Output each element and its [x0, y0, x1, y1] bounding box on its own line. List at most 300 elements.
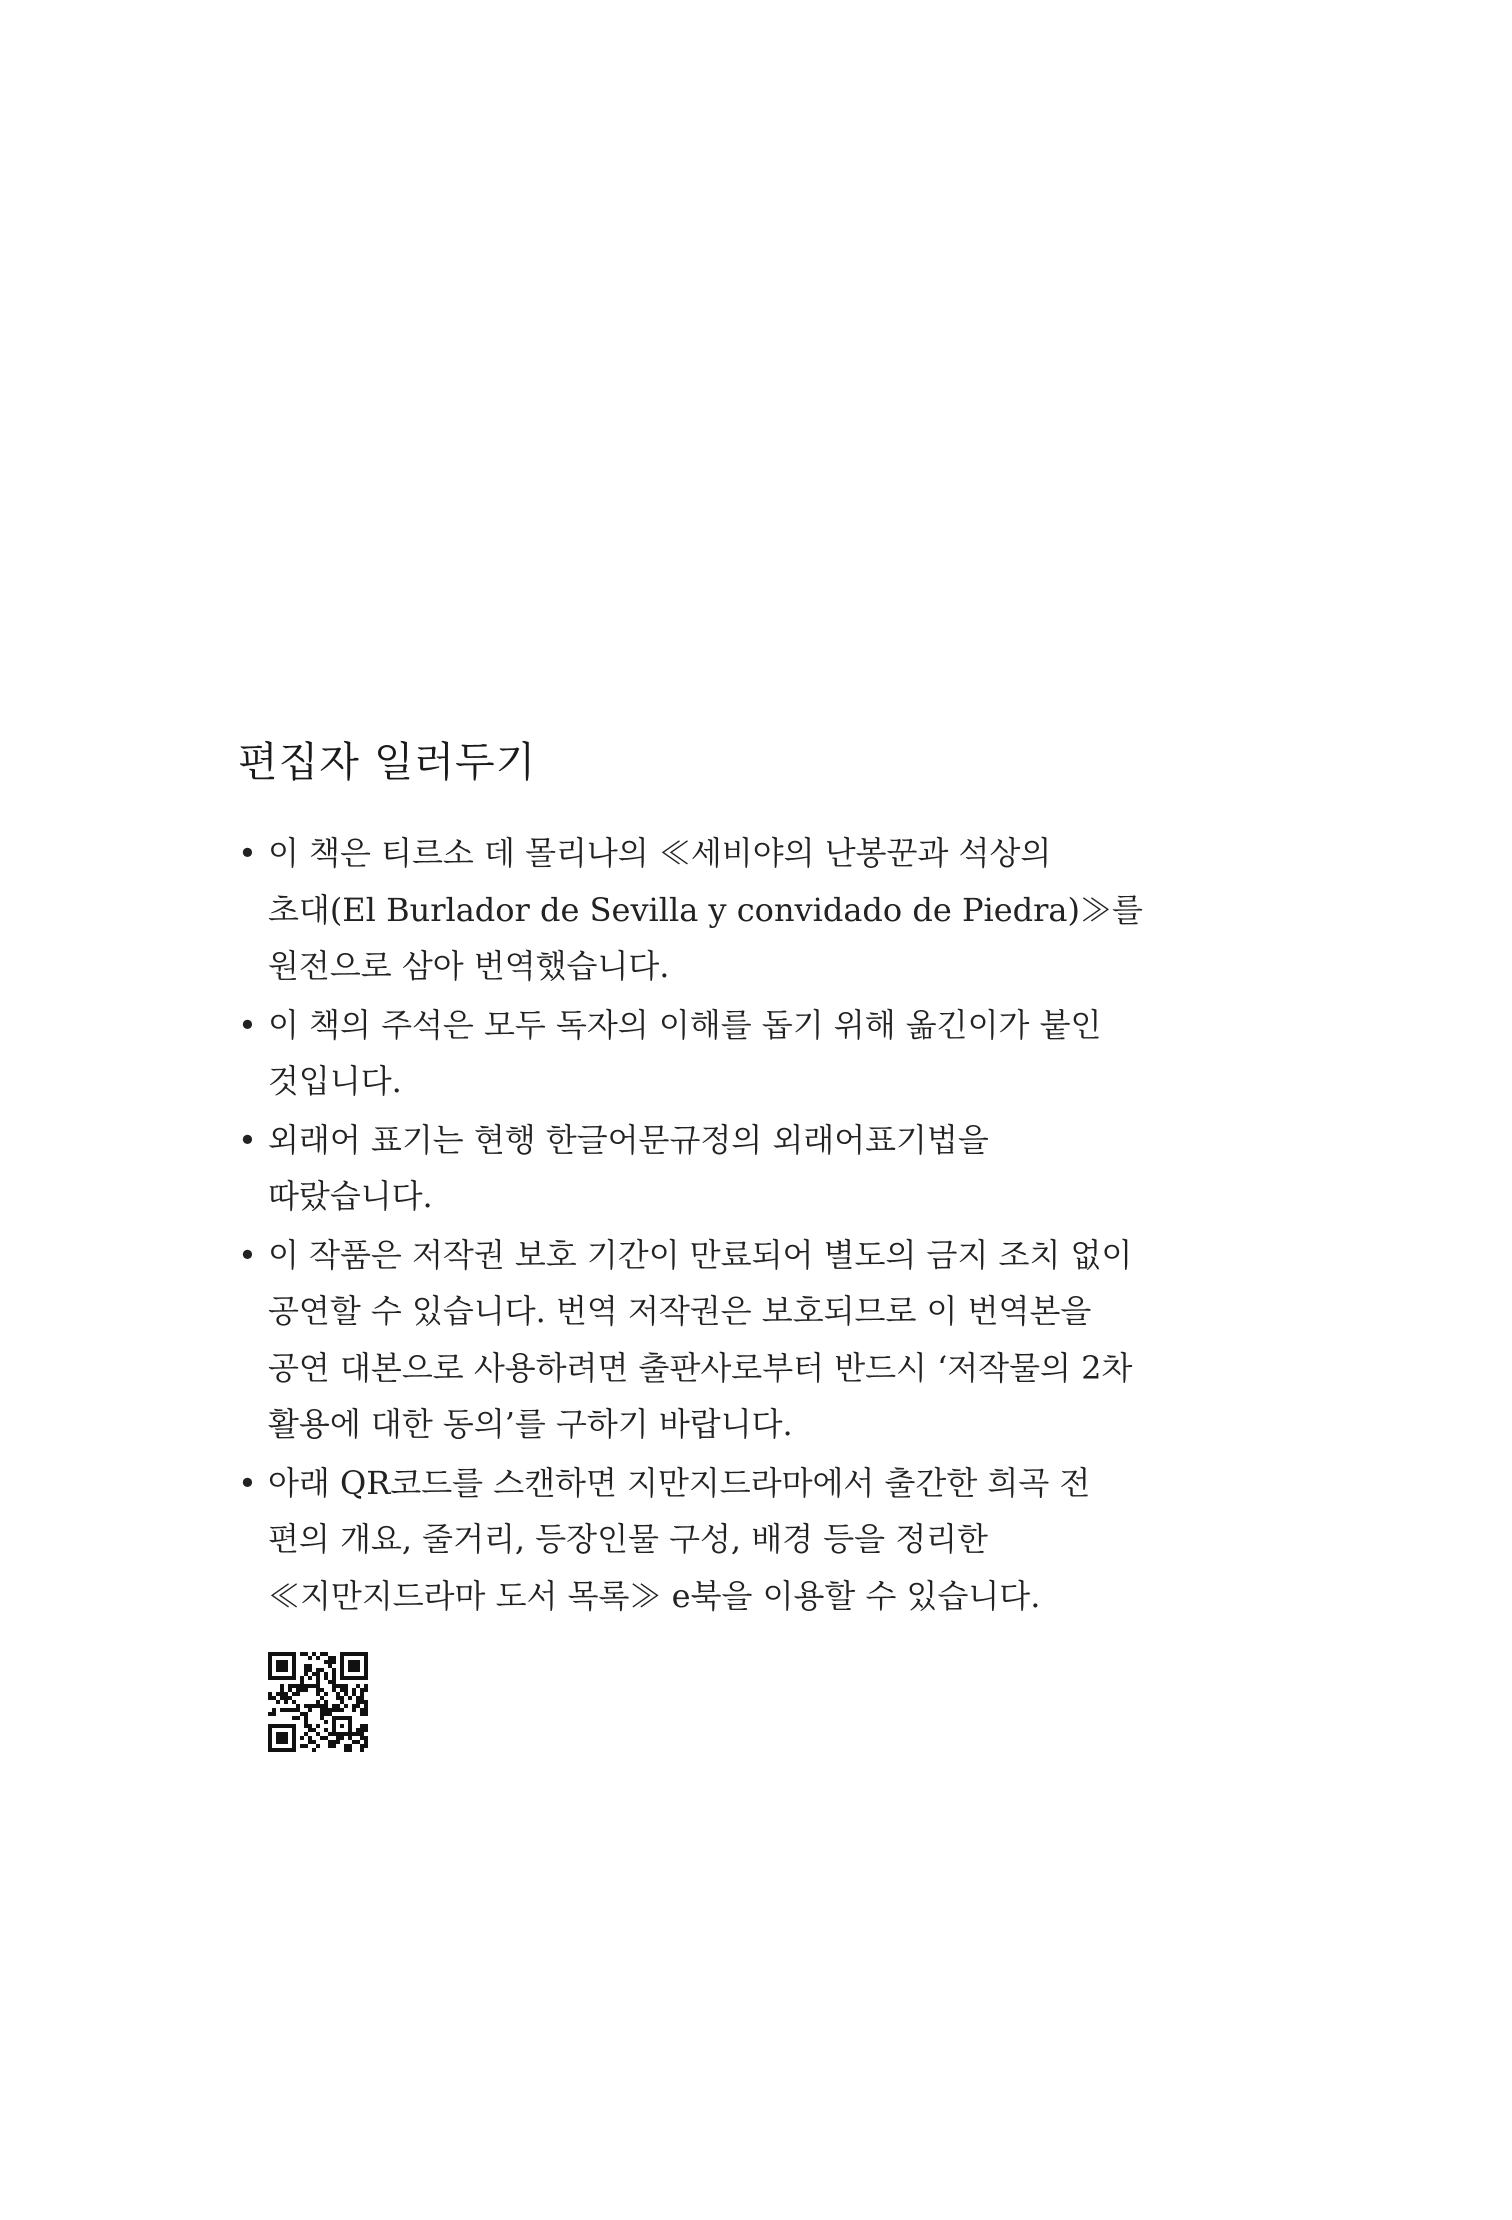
qr-module — [300, 1712, 304, 1716]
qr-module — [340, 1660, 344, 1664]
qr-module — [280, 1652, 284, 1656]
qr-module — [360, 1728, 364, 1732]
qr-module — [268, 1740, 272, 1744]
qr-module — [340, 1656, 344, 1660]
note-line: 따랐습니다. — [268, 1177, 433, 1215]
qr-module — [336, 1692, 340, 1696]
qr-module — [292, 1740, 296, 1744]
qr-module — [280, 1724, 284, 1728]
qr-module — [348, 1664, 352, 1668]
qr-module — [364, 1712, 368, 1716]
qr-module — [296, 1684, 300, 1688]
notes-title: 편집자 일러두기 — [238, 738, 537, 786]
qr-module — [296, 1688, 300, 1692]
qr-module — [324, 1676, 328, 1680]
qr-module — [284, 1736, 288, 1740]
qr-module — [308, 1708, 312, 1712]
qr-module — [340, 1736, 344, 1740]
qr-module — [352, 1664, 356, 1668]
qr-module — [332, 1680, 336, 1684]
qr-module — [284, 1700, 288, 1704]
qr-module — [276, 1668, 280, 1672]
editor-notes — [238, 730, 1298, 1615]
qr-module — [360, 1652, 364, 1656]
qr-module — [312, 1748, 316, 1752]
qr-module — [352, 1652, 356, 1656]
qr-module — [288, 1676, 292, 1680]
qr-module — [276, 1732, 280, 1736]
qr-module — [356, 1728, 360, 1732]
bullet: • — [238, 1005, 257, 1044]
note-line: 이 작품은 저작권 보호 기간이 만료되어 별도의 금지 조치 없이 — [268, 1235, 1133, 1274]
qr-module — [292, 1692, 296, 1696]
qr-module — [284, 1676, 288, 1680]
qr-module — [316, 1700, 320, 1704]
qr-module — [312, 1684, 316, 1688]
qr-module — [268, 1748, 272, 1752]
qr-module — [288, 1708, 292, 1712]
qr-module — [320, 1652, 324, 1656]
qr-module — [336, 1740, 340, 1744]
qr-module — [356, 1732, 360, 1736]
note-item — [238, 1112, 1298, 1225]
qr-module — [324, 1660, 328, 1664]
qr-module — [308, 1728, 312, 1732]
qr-module — [292, 1736, 296, 1740]
note-item — [238, 1455, 1298, 1625]
qr-module — [292, 1672, 296, 1676]
qr-module — [364, 1724, 368, 1728]
qr-module — [316, 1680, 320, 1684]
qr-module — [324, 1704, 328, 1708]
qr-module — [268, 1736, 272, 1740]
qr-module — [336, 1732, 340, 1736]
qr-module — [348, 1728, 352, 1732]
qr-module — [276, 1700, 280, 1704]
qr-module — [320, 1736, 324, 1740]
qr-module — [348, 1744, 352, 1748]
qr-module — [336, 1708, 340, 1712]
qr-module — [332, 1724, 336, 1728]
qr-module — [348, 1748, 352, 1752]
qr-module — [284, 1660, 288, 1664]
qr-module — [336, 1704, 340, 1708]
qr-module — [344, 1732, 348, 1736]
qr-module — [292, 1724, 296, 1728]
qr-module — [360, 1708, 364, 1712]
qr-module — [340, 1664, 344, 1668]
qr-module — [356, 1664, 360, 1668]
note-line: 외래어 표기는 현행 한글어문규정의 외래어표기법을 — [268, 1120, 989, 1159]
qr-module — [316, 1732, 320, 1736]
qr-module — [312, 1728, 316, 1732]
qr-module — [356, 1660, 360, 1664]
qr-module — [352, 1708, 356, 1712]
qr-module — [316, 1676, 320, 1680]
qr-module — [348, 1668, 352, 1672]
qr-module — [352, 1668, 356, 1672]
qr-module — [348, 1652, 352, 1656]
qr-module — [268, 1692, 272, 1696]
qr-module — [328, 1708, 332, 1712]
qr-module — [348, 1696, 352, 1700]
qr-module — [316, 1688, 320, 1692]
qr-module — [328, 1732, 332, 1736]
qr-module — [288, 1748, 292, 1752]
qr-module — [312, 1704, 316, 1708]
qr-module — [268, 1676, 272, 1680]
qr-module — [268, 1744, 272, 1748]
qr-module — [304, 1712, 308, 1716]
qr-module — [304, 1688, 308, 1692]
qr-module — [344, 1748, 348, 1752]
qr-module — [276, 1692, 280, 1696]
qr-module — [360, 1724, 364, 1728]
qr-module — [340, 1676, 344, 1680]
qr-module — [352, 1740, 356, 1744]
qr-module — [276, 1676, 280, 1680]
qr-module — [360, 1676, 364, 1680]
qr-module — [360, 1732, 364, 1736]
qr-module — [272, 1708, 276, 1712]
qr-module — [344, 1692, 348, 1696]
qr-module — [344, 1716, 348, 1720]
qr-module — [276, 1664, 280, 1668]
qr-module — [292, 1652, 296, 1656]
qr-module — [324, 1720, 328, 1724]
qr-module — [352, 1676, 356, 1680]
qr-module — [364, 1688, 368, 1692]
qr-module — [300, 1684, 304, 1688]
qr-module — [364, 1744, 368, 1748]
qr-module — [304, 1704, 308, 1708]
qr-module — [316, 1668, 320, 1672]
qr-module — [292, 1700, 296, 1704]
qr-module — [300, 1652, 304, 1656]
qr-module — [364, 1708, 368, 1712]
qr-module — [356, 1696, 360, 1700]
qr-module — [316, 1684, 320, 1688]
qr-module — [360, 1692, 364, 1696]
qr-module — [364, 1728, 368, 1732]
qr-module — [272, 1652, 276, 1656]
note-line: 편의 개요, 줄거리, 등장인물 구성, 배경 등을 정리한 — [268, 1520, 988, 1558]
qr-module — [316, 1692, 320, 1696]
qr-module — [280, 1688, 284, 1692]
qr-module — [304, 1672, 308, 1676]
qr-module — [324, 1728, 328, 1732]
qr-module — [300, 1680, 304, 1684]
qr-module — [308, 1684, 312, 1688]
qr-module — [344, 1676, 348, 1680]
qr-module — [340, 1688, 344, 1692]
qr-module — [312, 1740, 316, 1744]
qr-module — [320, 1668, 324, 1672]
qr-module — [352, 1688, 356, 1692]
qr-module — [360, 1696, 364, 1700]
qr-module — [292, 1664, 296, 1668]
qr-module — [348, 1720, 352, 1724]
qr-module — [344, 1704, 348, 1708]
qr-module — [300, 1676, 304, 1680]
qr-module — [268, 1728, 272, 1732]
qr-module — [364, 1656, 368, 1660]
qr-module — [280, 1708, 284, 1712]
qr-module — [292, 1684, 296, 1688]
qr-module — [324, 1736, 328, 1740]
qr-module — [344, 1688, 348, 1692]
qr-module — [348, 1736, 352, 1740]
note-line: 공연할 수 있습니다. 번역 저작권은 보호되므로 이 번역본을 — [268, 1292, 1092, 1330]
qr-module — [332, 1660, 336, 1664]
qr-module — [328, 1740, 332, 1744]
qr-module — [332, 1672, 336, 1676]
qr-module — [324, 1672, 328, 1676]
qr-module — [308, 1676, 312, 1680]
qr-module — [328, 1660, 332, 1664]
qr-module — [340, 1716, 344, 1720]
bullet: • — [238, 1120, 257, 1159]
qr-module — [304, 1716, 308, 1720]
qr-module — [356, 1700, 360, 1704]
qr-module — [332, 1704, 336, 1708]
qr-module — [280, 1740, 284, 1744]
qr-module — [344, 1744, 348, 1748]
qr-module — [360, 1700, 364, 1704]
qr-module — [320, 1688, 324, 1692]
qr-module — [280, 1660, 284, 1664]
qr-module — [344, 1652, 348, 1656]
note-line: 것입니다. — [268, 1062, 402, 1100]
qr-module — [316, 1704, 320, 1708]
notes-list — [238, 825, 1298, 1626]
qr-module — [280, 1676, 284, 1680]
qr-module — [332, 1708, 336, 1712]
qr-module — [340, 1724, 344, 1728]
qr-module — [288, 1688, 292, 1692]
qr-module — [308, 1704, 312, 1708]
note-line: 이 책은 티르소 데 몰리나의 ≪세비야의 난봉꾼과 석상의 — [268, 834, 1052, 872]
note-item — [238, 1227, 1298, 1453]
qr-module — [324, 1700, 328, 1704]
qr-module — [276, 1660, 280, 1664]
qr-module — [332, 1668, 336, 1672]
qr-module — [308, 1656, 312, 1660]
qr-module — [328, 1744, 332, 1748]
qr-module — [316, 1724, 320, 1728]
qr-module — [320, 1712, 324, 1716]
qr-module — [360, 1736, 364, 1740]
qr-module — [304, 1720, 308, 1724]
qr-module — [324, 1652, 328, 1656]
qr-module — [284, 1708, 288, 1712]
qr-module — [348, 1732, 352, 1736]
qr-module — [280, 1696, 284, 1700]
qr-module — [292, 1676, 296, 1680]
qr-module — [360, 1712, 364, 1716]
qr-module — [340, 1732, 344, 1736]
qr-module — [344, 1684, 348, 1688]
qr-module — [296, 1716, 300, 1720]
qr-module — [268, 1712, 272, 1716]
qr-module — [304, 1664, 308, 1668]
bullet: • — [238, 834, 257, 872]
qr-module — [296, 1704, 300, 1708]
qr-module — [288, 1684, 292, 1688]
qr-module — [292, 1728, 296, 1732]
qr-module — [324, 1708, 328, 1712]
qr-module — [364, 1704, 368, 1708]
qr-module — [356, 1704, 360, 1708]
qr-module — [304, 1724, 308, 1728]
qr-module — [284, 1692, 288, 1696]
qr-module — [284, 1748, 288, 1752]
qr-module — [272, 1724, 276, 1728]
qr-module — [336, 1684, 340, 1688]
qr-module — [332, 1676, 336, 1680]
qr-module — [364, 1736, 368, 1740]
qr-module — [268, 1668, 272, 1672]
qr-module — [308, 1668, 312, 1672]
qr-module — [300, 1744, 304, 1748]
qr-code-icon[interactable] — [268, 1652, 368, 1752]
qr-module — [352, 1660, 356, 1664]
qr-module — [340, 1708, 344, 1712]
qr-module — [268, 1652, 272, 1656]
qr-module — [364, 1652, 368, 1656]
qr-module — [304, 1668, 308, 1672]
qr-module — [356, 1684, 360, 1688]
qr-module — [284, 1696, 288, 1700]
qr-module — [328, 1680, 332, 1684]
qr-module — [284, 1652, 288, 1656]
qr-module — [280, 1684, 284, 1688]
qr-module — [268, 1664, 272, 1668]
qr-module — [312, 1652, 316, 1656]
qr-module — [304, 1652, 308, 1656]
qr-module — [272, 1712, 276, 1716]
qr-module — [308, 1664, 312, 1668]
note-line: 공연 대본으로 사용하려면 출판사로부터 반드시 ‘저작물의 2차 — [268, 1348, 1133, 1387]
qr-module — [332, 1744, 336, 1748]
qr-module — [276, 1736, 280, 1740]
qr-module — [284, 1732, 288, 1736]
qr-module — [276, 1740, 280, 1744]
qr-module — [348, 1724, 352, 1728]
qr-module — [332, 1688, 336, 1692]
note-line: 원전으로 삼아 번역했습니다. — [268, 947, 670, 985]
qr-module — [348, 1716, 352, 1720]
qr-module — [280, 1732, 284, 1736]
qr-module — [280, 1736, 284, 1740]
qr-module — [292, 1732, 296, 1736]
qr-module — [304, 1684, 308, 1688]
note-item — [238, 825, 1298, 995]
qr-module — [332, 1740, 336, 1744]
qr-module — [268, 1660, 272, 1664]
qr-module — [352, 1732, 356, 1736]
qr-module — [272, 1676, 276, 1680]
qr-module — [364, 1672, 368, 1676]
qr-module — [304, 1744, 308, 1748]
qr-module — [316, 1656, 320, 1660]
qr-module — [308, 1740, 312, 1744]
qr-module — [364, 1740, 368, 1744]
qr-module — [320, 1696, 324, 1700]
qr-module — [292, 1716, 296, 1720]
qr-module — [268, 1696, 272, 1700]
note-line: 이 책의 주석은 모두 독자의 이해를 돕기 위해 옮긴이가 붙인 — [268, 1005, 1102, 1044]
qr-module — [272, 1696, 276, 1700]
qr-module — [268, 1724, 272, 1728]
note-line: 활용에 대한 동의’를 구하기 바랍니다. — [268, 1405, 793, 1443]
qr-module — [292, 1656, 296, 1660]
qr-module — [356, 1652, 360, 1656]
qr-module — [300, 1736, 304, 1740]
note-item — [238, 997, 1298, 1110]
qr-module — [288, 1652, 292, 1656]
qr-module — [272, 1748, 276, 1752]
qr-module — [324, 1712, 328, 1716]
qr-module — [296, 1708, 300, 1712]
qr-module — [268, 1656, 272, 1660]
qr-module — [348, 1660, 352, 1664]
qr-module — [276, 1652, 280, 1656]
qr-module — [332, 1720, 336, 1724]
bullet: • — [238, 1463, 257, 1502]
qr-module — [364, 1660, 368, 1664]
qr-module — [296, 1692, 300, 1696]
qr-module — [268, 1672, 272, 1676]
qr-module — [336, 1736, 340, 1740]
qr-module — [316, 1744, 320, 1748]
qr-module — [292, 1748, 296, 1752]
qr-module — [340, 1700, 344, 1704]
qr-module — [340, 1672, 344, 1676]
qr-module — [328, 1656, 332, 1660]
qr-module — [284, 1724, 288, 1728]
qr-module — [364, 1664, 368, 1668]
qr-module — [356, 1676, 360, 1680]
qr-module — [292, 1744, 296, 1748]
qr-module — [340, 1668, 344, 1672]
qr-module — [328, 1664, 332, 1668]
qr-module — [332, 1684, 336, 1688]
note-line: 아래 QR코드를 스캔하면 지만지드라마에서 출간한 희곡 전 — [268, 1463, 1091, 1502]
qr-code-graphic — [268, 1652, 368, 1752]
qr-module — [360, 1748, 364, 1752]
note-line: 초대(El Burlador de Sevilla y convidado de Piedra)≫를 — [268, 890, 1143, 929]
qr-module — [340, 1652, 344, 1656]
qr-module — [320, 1716, 324, 1720]
qr-module — [308, 1736, 312, 1740]
qr-module — [280, 1692, 284, 1696]
qr-module — [340, 1696, 344, 1700]
qr-module — [336, 1696, 340, 1700]
qr-module — [332, 1728, 336, 1732]
qr-module — [312, 1672, 316, 1676]
qr-module — [332, 1732, 336, 1736]
qr-module — [364, 1700, 368, 1704]
qr-module — [320, 1704, 324, 1708]
qr-module — [352, 1692, 356, 1696]
qr-module — [320, 1708, 324, 1712]
qr-module — [284, 1668, 288, 1672]
qr-module — [340, 1684, 344, 1688]
qr-module — [332, 1656, 336, 1660]
qr-module — [348, 1676, 352, 1680]
qr-module — [276, 1748, 280, 1752]
